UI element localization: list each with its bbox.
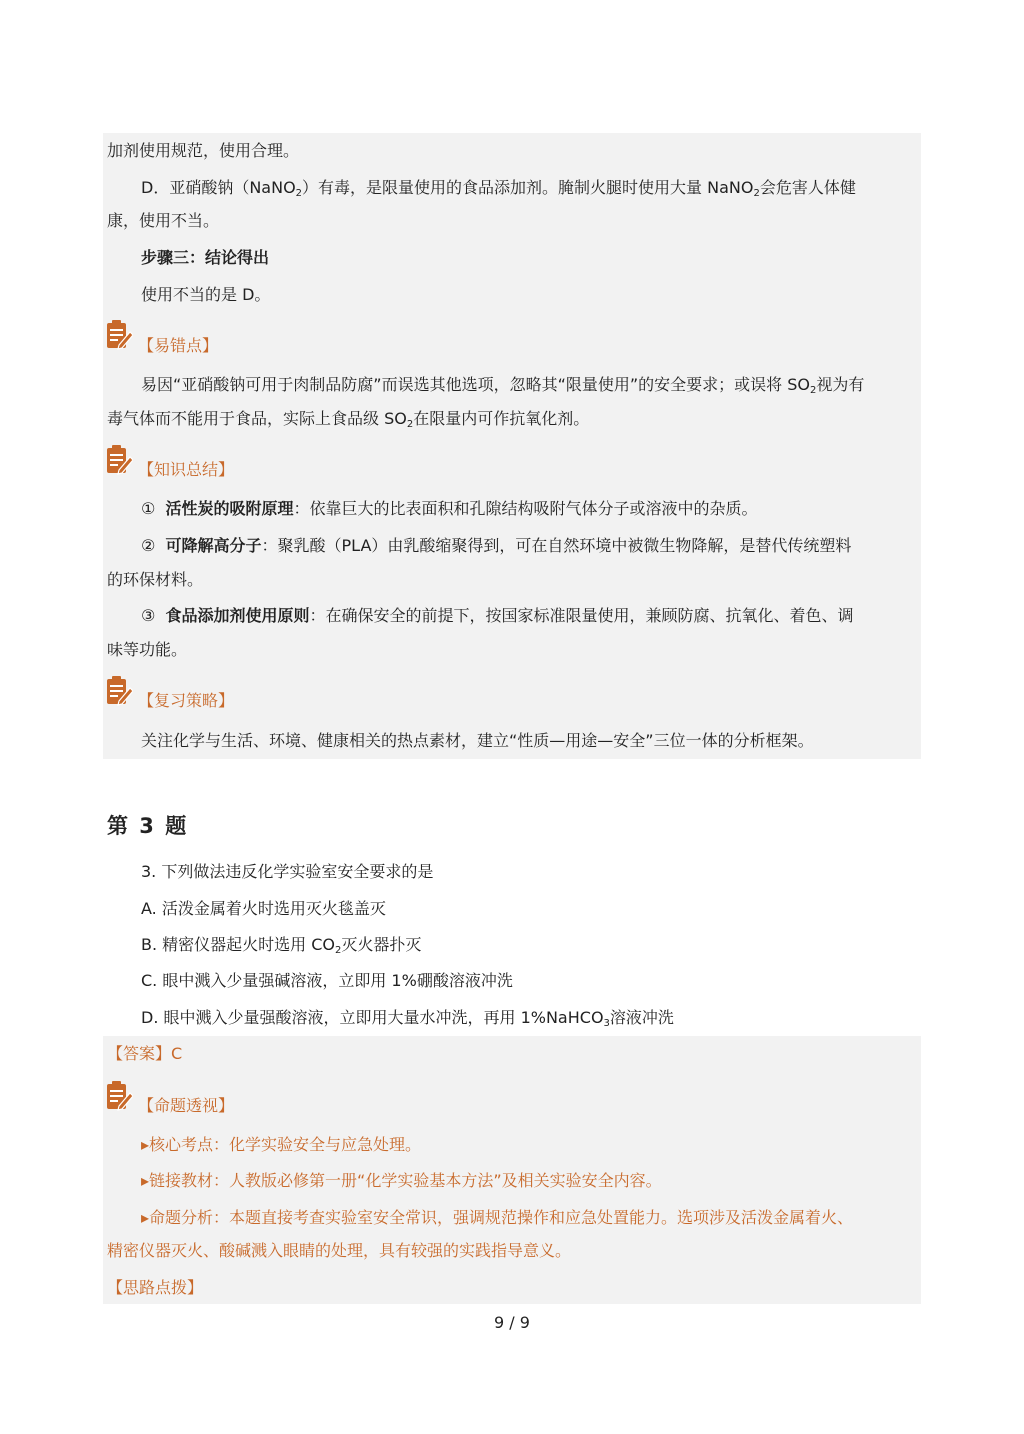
- analysis-line: 加剂使用规范，使用合理。: [107, 141, 300, 160]
- summary-point-cont: 味等功能。: [107, 640, 188, 659]
- question-stem: 3. 下列做法违反化学实验室安全要求的是: [141, 862, 434, 881]
- summary-point: ② 可降解高分子：聚乳酸（PLA）由乳酸缩聚得到，可在自然环境中被微生物降解，是替代传统塑料: [141, 536, 852, 555]
- notepad-pen-icon: [106, 1081, 133, 1111]
- option-a: A. 活泼金属着火时选用灭火毯盖灭: [141, 899, 386, 918]
- analysis-panel: [103, 133, 921, 759]
- error-point-text: 毒气体而不能用于食品，实际上食品级 $SO_2$在限量内可作抗氧化剂。: [107, 409, 590, 430]
- question-title: 第 3 题: [107, 814, 189, 838]
- option-d: D. 眼中溅入少量强酸溶液，立即用大量水冲洗，再用 1%NaHCO$_3$溶液冲洗: [141, 1008, 674, 1029]
- option-c: C. 眼中溅入少量强碱溶液，立即用 1%硼酸溶液冲洗: [141, 971, 513, 990]
- proposition-bullet: ▸链接教材：人教版必修第一册“化学实验基本方法”及相关实验安全内容。: [141, 1171, 662, 1190]
- notepad-pen-icon: [106, 320, 133, 350]
- analysis-line: 康，使用不当。: [107, 211, 220, 230]
- thinking-heading: 【思路点拨】: [107, 1278, 204, 1297]
- notepad-pen-icon: [106, 676, 133, 706]
- review-heading: 【复习策略】: [138, 691, 235, 710]
- error-point-text: 易因“亚硝酸钠可用于肉制品防腐”而误选其他选项，忽略其“限量使用”的安全要求；或误将 $SO_2$视为有: [141, 375, 865, 396]
- conclusion-text: 使用不当的是 D。: [141, 285, 271, 304]
- notepad-pen-icon: [106, 445, 133, 475]
- page-number: 9 / 9: [494, 1313, 530, 1332]
- review-text: 关注化学与生活、环境、健康相关的热点素材，建立“性质—用途—安全”三位一体的分析框架。: [141, 731, 814, 750]
- proposition-bullet: ▸核心考点：化学实验安全与应急处理。: [141, 1135, 422, 1154]
- proposition-heading: 【命题透视】: [138, 1096, 235, 1115]
- option-d-analysis: D．亚硝酸钠（NaNO$_2$）有毒，是限量使用的食品添加剂。腌制火腿时使用大量 NaNO$_2$会危害人体健: [141, 178, 856, 199]
- proposition-bullet: ▸命题分析：本题直接考查实验室安全常识，强调规范操作和应急处置能力。选项涉及活泼金属着火、: [141, 1208, 854, 1227]
- proposition-bullet-cont: 精密仪器灭火、酸碱溅入眼睛的处理，具有较强的实践指导意义。: [107, 1241, 572, 1260]
- summary-heading: 【知识总结】: [138, 460, 235, 479]
- step-heading: 步骤三：结论得出: [141, 248, 270, 267]
- summary-point: ① 活性炭的吸附原理：依靠巨大的比表面积和孔隙结构吸附气体分子或溶液中的杂质。: [141, 499, 758, 518]
- error-point-heading: 【易错点】: [138, 336, 219, 355]
- answer-text: 【答案】C: [107, 1044, 183, 1063]
- summary-point-cont: 的环保材料。: [107, 570, 204, 589]
- option-b: B. 精密仪器起火时选用 $CO_2$灭火器扑灭: [141, 935, 422, 956]
- summary-point: ③ 食品添加剂使用原则：在确保安全的前提下，按国家标准限量使用，兼顾防腐、抗氧化、着色、调: [141, 606, 854, 625]
